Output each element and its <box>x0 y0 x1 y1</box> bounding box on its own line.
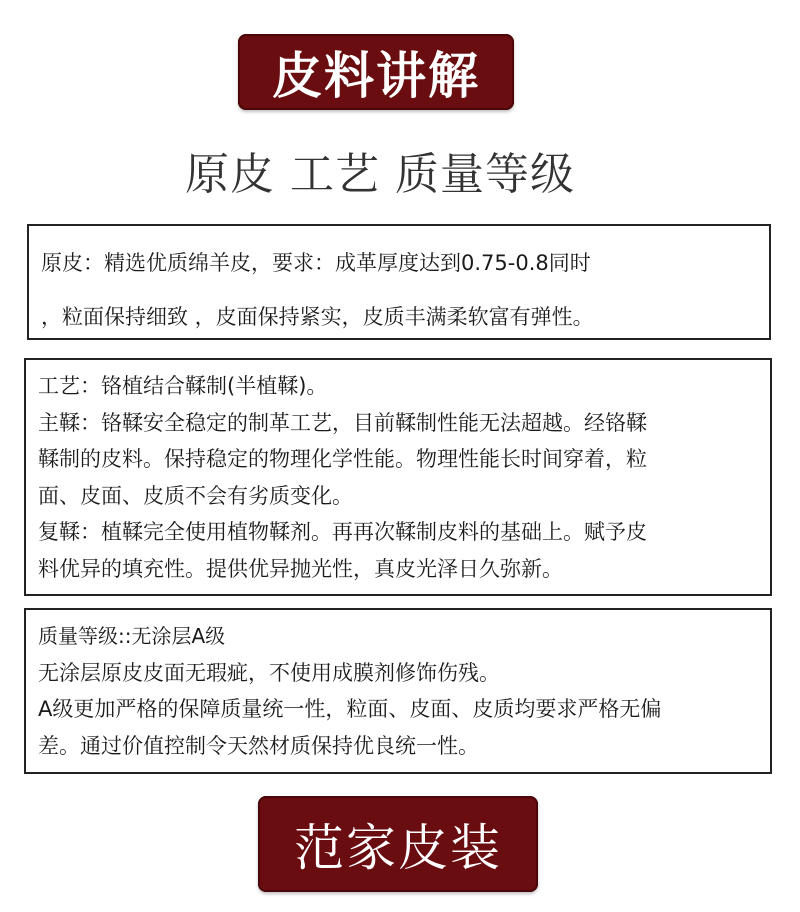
quality-line: 无涂层原皮皮面无瑕疵，不使用成膜剂修饰伤残。 <box>38 660 500 685</box>
craft-line: 鞣制的皮料。保持稳定的物理化学性能。物理性能长时间穿着，粒 <box>38 447 647 471</box>
brand-name: 范家皮装 <box>294 819 502 877</box>
raw-hide-box <box>27 224 771 340</box>
craft-line: 工艺：铬植结合鞣制(半植鞣)。 <box>38 374 328 398</box>
craft-line: 复鞣：植鞣完全使用植物鞣剂。再再次鞣制皮料的基础上。赋予皮 <box>38 520 647 544</box>
page-subtitle: 原皮 工艺 质量等级 <box>185 149 575 200</box>
title-badge <box>238 34 514 110</box>
quality-box <box>24 608 772 774</box>
craft-line: 面、皮面、皮质不会有劣质变化。 <box>38 483 353 508</box>
craft-box <box>24 358 772 596</box>
raw-hide-line: ，粒面保持细致 ，皮面保持紧实，皮质丰满柔软富有弹性。 <box>41 305 594 329</box>
title-badge-text: 皮料讲解 <box>272 47 480 105</box>
raw-hide-line: 原皮：精选优质绵羊皮，要求：成革厚度达到0.75-0.8同时 <box>41 251 591 275</box>
quality-line: 质量等级::无涂层A级 <box>38 624 226 648</box>
craft-line: 料优异的填充性。提供优异抛光性，真皮光泽日久弥新。 <box>38 556 563 581</box>
quality-line: 差。通过价值控制令天然材质保持优良统一性。 <box>38 733 479 758</box>
brand-badge <box>258 796 538 892</box>
quality-line: A级更加严格的保障质量统一性，粒面、皮面、皮质均要求严格无偏 <box>38 697 662 721</box>
craft-line: 主鞣：铬鞣安全稳定的制革工艺，目前鞣制性能无法超越。经铬鞣 <box>38 410 647 435</box>
